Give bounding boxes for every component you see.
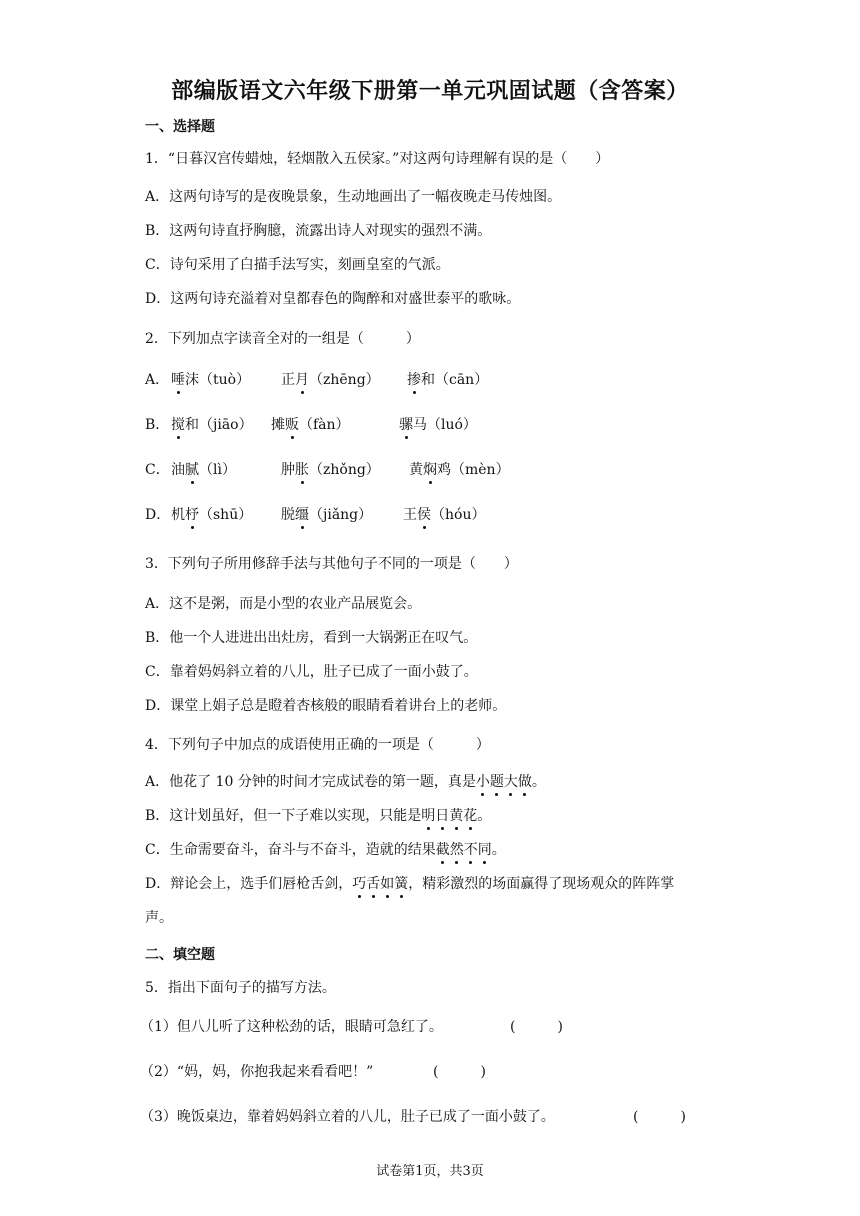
question-5-item-1: （1）但八儿听了这种松劲的话，眼睛可急红了。 (140, 1019, 443, 1035)
question-2-stem: 2．下列加点字读音全对的一组是（ ） (145, 331, 420, 347)
word-1: 油腻（lì） (171, 459, 236, 479)
question-4-option-a: A．他花了 10 分钟的时间才完成试卷的第一题，真是小题大做。 (145, 771, 546, 791)
word-3: 掺和（cān） (407, 369, 488, 389)
question-5-item-2: （2）“妈，妈，你抱我起来看看吧！” (140, 1064, 374, 1080)
question-5-item-3: （3）晚饭桌边，靠着妈妈斜立着的八儿，肚子已成了一面小鼓了。 (140, 1109, 555, 1125)
question-3-option-c: C．靠着妈妈斜立着的八儿，肚子已成了一面小鼓了。 (145, 664, 478, 680)
word-3: 王侯（hóu） (403, 504, 485, 524)
page-title: 部编版语文六年级下册第一单元巩固试题（含答案） (171, 79, 689, 104)
question-1-option-d: D．这两句诗充溢着对皇都春色的陶醉和对盛世泰平的歌咏。 (145, 291, 521, 307)
option-label: D． (145, 507, 171, 523)
word-3: 黄焖鸡（mèn） (409, 459, 510, 479)
word-1: 唾沫（tuò） (171, 369, 250, 389)
word-3: 骡马（luó） (399, 414, 477, 434)
question-1-option-c: C．诗句采用了白描手法写实，刻画皇室的气派。 (145, 257, 450, 273)
option-label: C． (145, 462, 170, 478)
answer-blank-3[interactable]: ( ) (633, 1109, 686, 1125)
question-3-option-d: D．课堂上娟子总是瞪着杏核般的眼睛看着讲台上的老师。 (145, 698, 507, 714)
answer-blank-1[interactable]: ( ) (510, 1019, 563, 1035)
question-3-option-a: A．这不是粥，而是小型的农业产品展览会。 (145, 596, 422, 612)
word-2: 肿胀（zhǒng） (281, 459, 380, 479)
question-3-stem: 3．下列句子所用修辞手法与其他句子不同的一项是（ ） (145, 556, 518, 572)
question-4-option-d-continued: 声。 (145, 910, 173, 926)
question-4-stem: 4．下列句子中加点的成语使用正确的一项是（ ） (145, 737, 490, 753)
question-3-option-b: B．他一个人进进出出灶房，看到一大锅粥正在叹气。 (145, 630, 478, 646)
page-footer: 试卷第1页，共3页 (376, 1164, 484, 1179)
question-1-option-b: B．这两句诗直抒胸臆，流露出诗人对现实的强烈不满。 (145, 223, 492, 239)
question-1-stem: 1．“日暮汉宫传蜡烛，轻烟散入五侯家。”对这两句诗理解有误的是（ ） (145, 151, 610, 167)
word-2: 正月（zhēng） (281, 369, 380, 389)
question-1-option-a: A．这两句诗写的是夜晚景象，生动地画出了一幅夜晚走马传烛图。 (145, 189, 562, 205)
question-4-option-b: B．这计划虽好，但一下子难以实现，只能是明日黄花。 (145, 805, 491, 825)
word-2: 脱缰（jiǎng） (281, 504, 372, 524)
word-1: 机杼（shū） (171, 504, 252, 524)
option-label: B． (145, 417, 170, 433)
word-2: 摊贩（fàn） (271, 414, 350, 434)
question-4-option-c: C．生命需要奋斗，奋斗与不奋斗，造就的结果截然不同。 (145, 839, 506, 859)
answer-blank-2[interactable]: ( ) (433, 1064, 486, 1080)
question-5-stem: 5．指出下面句子的描写方法。 (145, 980, 336, 996)
option-label: A． (145, 372, 170, 388)
section-heading-choice: 一、选择题 (145, 119, 215, 135)
question-4-option-d: D．辩论会上，选手们唇枪舌剑，巧舌如簧，精彩激烈的场面赢得了现场观众的阵阵掌 (145, 873, 674, 893)
word-1: 搅和（jiāo） (171, 414, 253, 434)
section-heading-fill: 二、填空题 (145, 947, 215, 963)
